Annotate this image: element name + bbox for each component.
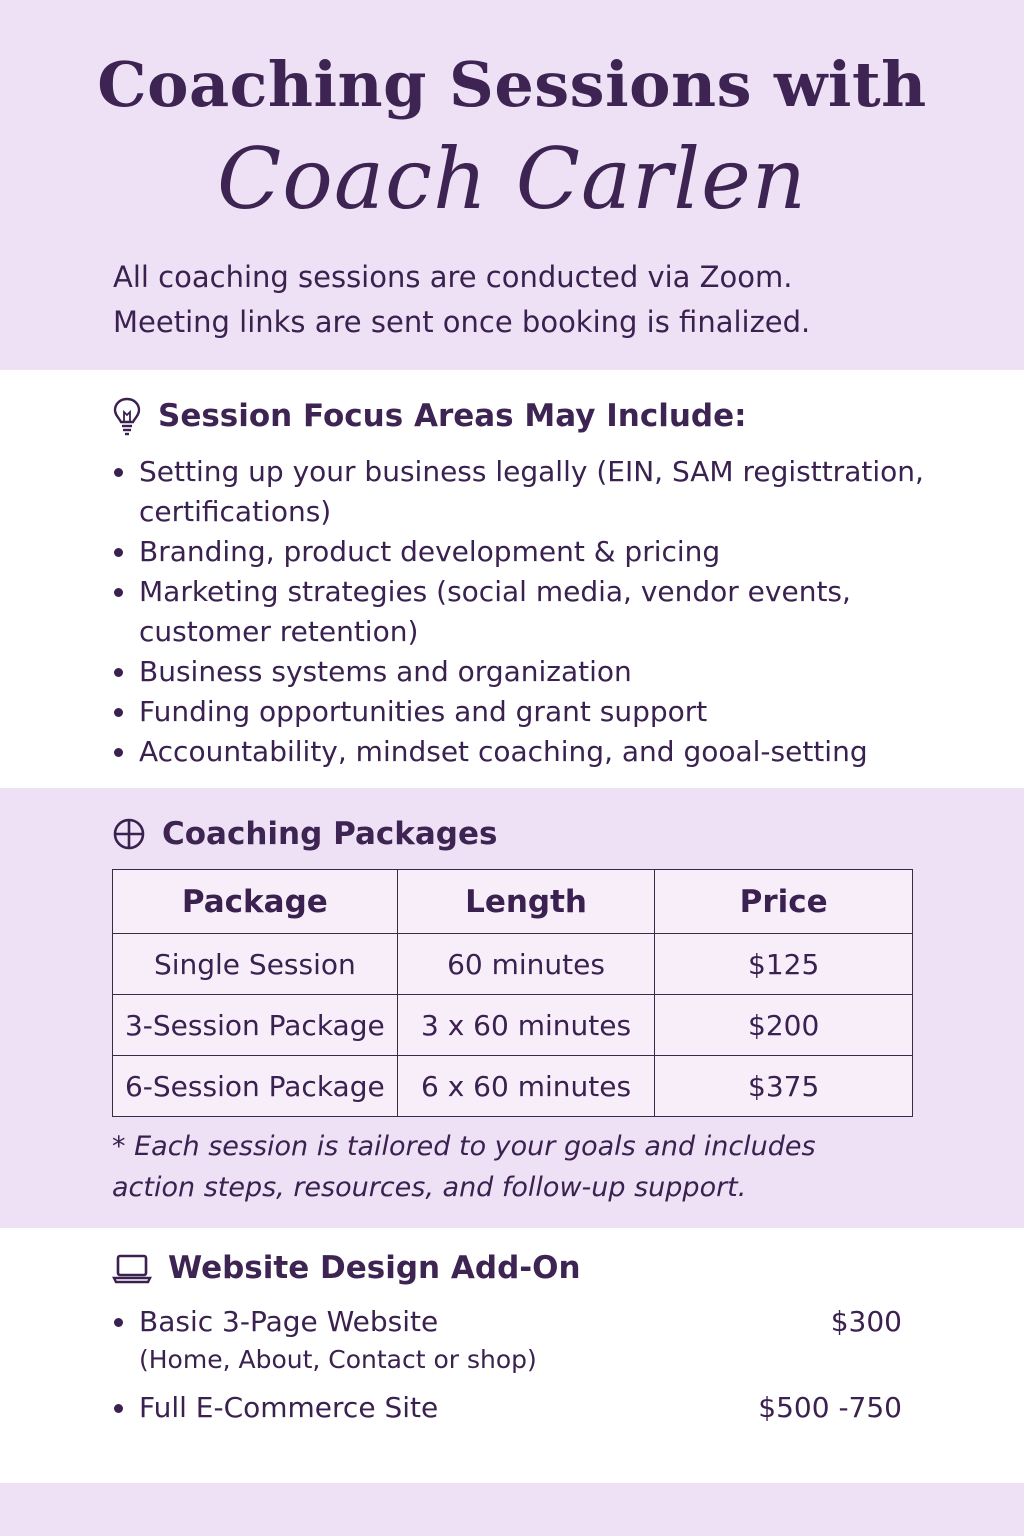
- website-addon-section: [0, 1228, 1024, 1483]
- website-heading-text: Website Design Add-On: [168, 1250, 581, 1286]
- website-option-label: Full E-Commerce Site: [112, 1388, 438, 1428]
- package-length: 3 x 60 minutes: [397, 995, 655, 1056]
- list-item: Setting up your business legally (EIN, SAM registtration, certifications): [112, 452, 932, 532]
- package-price: $125: [655, 934, 913, 995]
- packages-note: [112, 1126, 912, 1208]
- table-header-row: [113, 870, 913, 934]
- website-option-price: $500 -750: [758, 1391, 902, 1424]
- note-line: * Each session is tailored to your goals and includes: [112, 1131, 816, 1162]
- website-option-price: $300: [830, 1305, 902, 1338]
- package-name: 6-Session Package: [113, 1056, 398, 1117]
- website-option: [112, 1388, 902, 1428]
- package-price: $200: [655, 995, 913, 1056]
- table-row: [113, 1056, 913, 1117]
- focus-areas-section: [0, 370, 1024, 788]
- focus-list: [112, 452, 932, 772]
- intro-line: Meeting links are sent once booking is finalized.: [113, 305, 811, 339]
- list-item: Accountability, mindset coaching, and gooal-setting: [112, 732, 932, 772]
- website-option: [112, 1302, 902, 1378]
- package-price: $375: [655, 1056, 913, 1117]
- package-name: 3-Session Package: [113, 995, 398, 1056]
- table-row: [113, 995, 913, 1056]
- packages-section: [0, 788, 1024, 1228]
- laptop-icon: [112, 1252, 152, 1284]
- focus-heading: [112, 396, 747, 436]
- packages-heading: [112, 816, 497, 852]
- column-header: Length: [397, 870, 655, 934]
- table-row: [113, 934, 913, 995]
- list-item: Marketing strategies (social media, vendor events, customer retention): [112, 572, 932, 652]
- package-length: 60 minutes: [397, 934, 655, 995]
- column-header: Price: [655, 870, 913, 934]
- footer-band: [0, 1483, 1024, 1536]
- intro-text: [113, 255, 933, 345]
- packages-heading-text: Coaching Packages: [162, 816, 498, 852]
- package-length: 6 x 60 minutes: [397, 1056, 655, 1117]
- package-name: Single Session: [113, 934, 398, 995]
- packages-table: [112, 869, 913, 1117]
- website-option-label: Basic 3-Page Website: [112, 1302, 438, 1342]
- website-heading: [112, 1250, 581, 1286]
- website-option-detail: (Home, About, Contact or shop): [139, 1345, 537, 1374]
- focus-heading-text: Session Focus Areas May Include:: [158, 398, 747, 434]
- lightbulb-icon: [112, 396, 142, 436]
- page-title: Coaching Sessions with: [97, 48, 927, 121]
- column-header: Package: [113, 870, 398, 934]
- header-section: [0, 0, 1024, 370]
- circle-cross-icon: [112, 817, 146, 851]
- intro-line: All coaching sessions are conducted via Zoom.: [113, 260, 793, 294]
- coach-name-script: Coach Carlen: [217, 130, 807, 228]
- list-item: Branding, product development & pricing: [112, 532, 932, 572]
- list-item: Funding opportunities and grant support: [112, 692, 932, 732]
- note-line: action steps, resources, and follow-up support.: [112, 1172, 747, 1203]
- list-item: Business systems and organization: [112, 652, 932, 692]
